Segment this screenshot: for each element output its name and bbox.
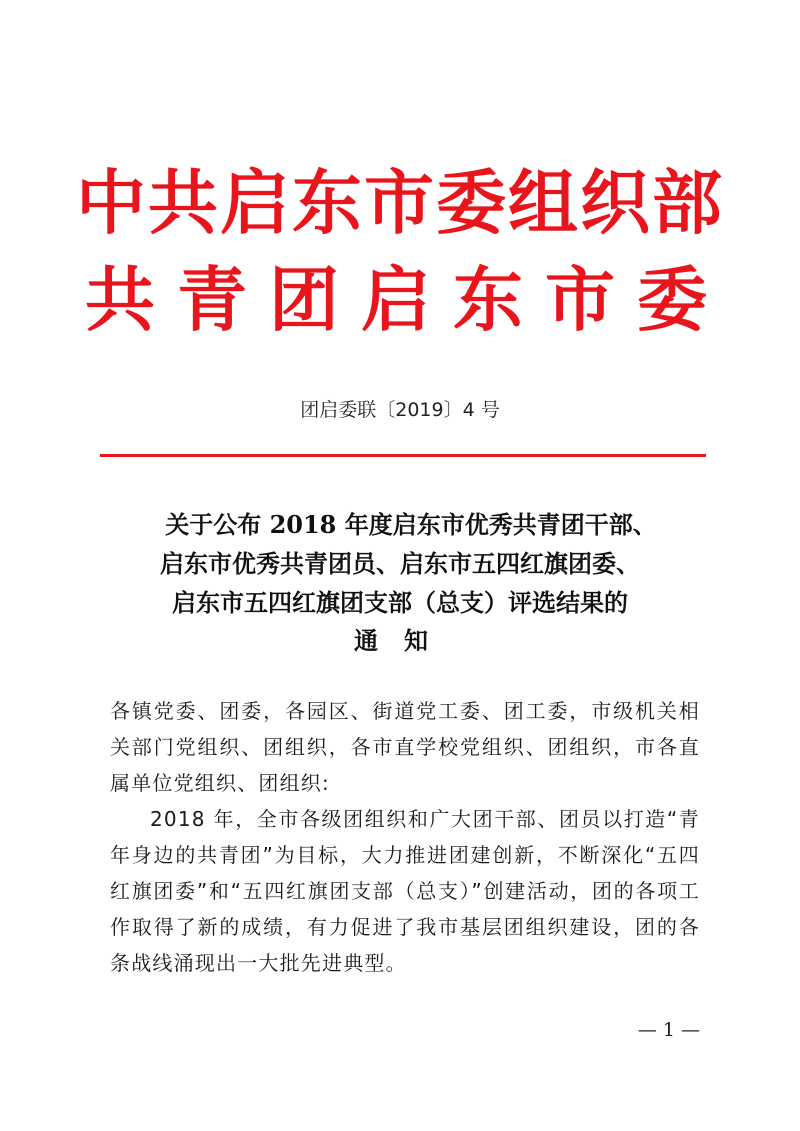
addressees-paragraph: 各镇党委、团委，各园区、街道党工委、团工委，市级机关相关部门党组织、团组织，各市直学校党组织、团组织，市各直属单位党组织、团组织: <box>110 699 700 795</box>
document-title-line-1: 关于公布 2018 年度启东市优秀共青团干部、 <box>165 510 657 539</box>
page-number: — 1 — <box>637 1019 700 1041</box>
header-org-line-2: 共青团启东市委 <box>85 259 729 341</box>
document-title-line-2: 启东市优秀共青团员、启东市五四红旗团委、 <box>160 549 640 578</box>
red-divider-line <box>100 454 706 457</box>
document-title-line-4: 通知 <box>354 626 454 655</box>
document-title-line-3: 启东市五四红旗团支部（总支）评选结果的 <box>172 588 628 617</box>
header-org-line-1: 中共启东市委组织部 <box>76 162 724 244</box>
body-paragraph-1: 2018 年，全市各级团组织和广大团干部、团员以打造“青年身边的共青团”为目标，大力推进团建创新，不断深化“五四红旗团委”和“五四红旗团支部（总支）”创建活动，团的各项工作取得了新的成绩，有力促进了我市基层团组织建设，团的各条战线涌现出一大批先进典型。 <box>110 807 700 975</box>
document-number: 团启委联〔2019〕4 号 <box>300 399 500 421</box>
